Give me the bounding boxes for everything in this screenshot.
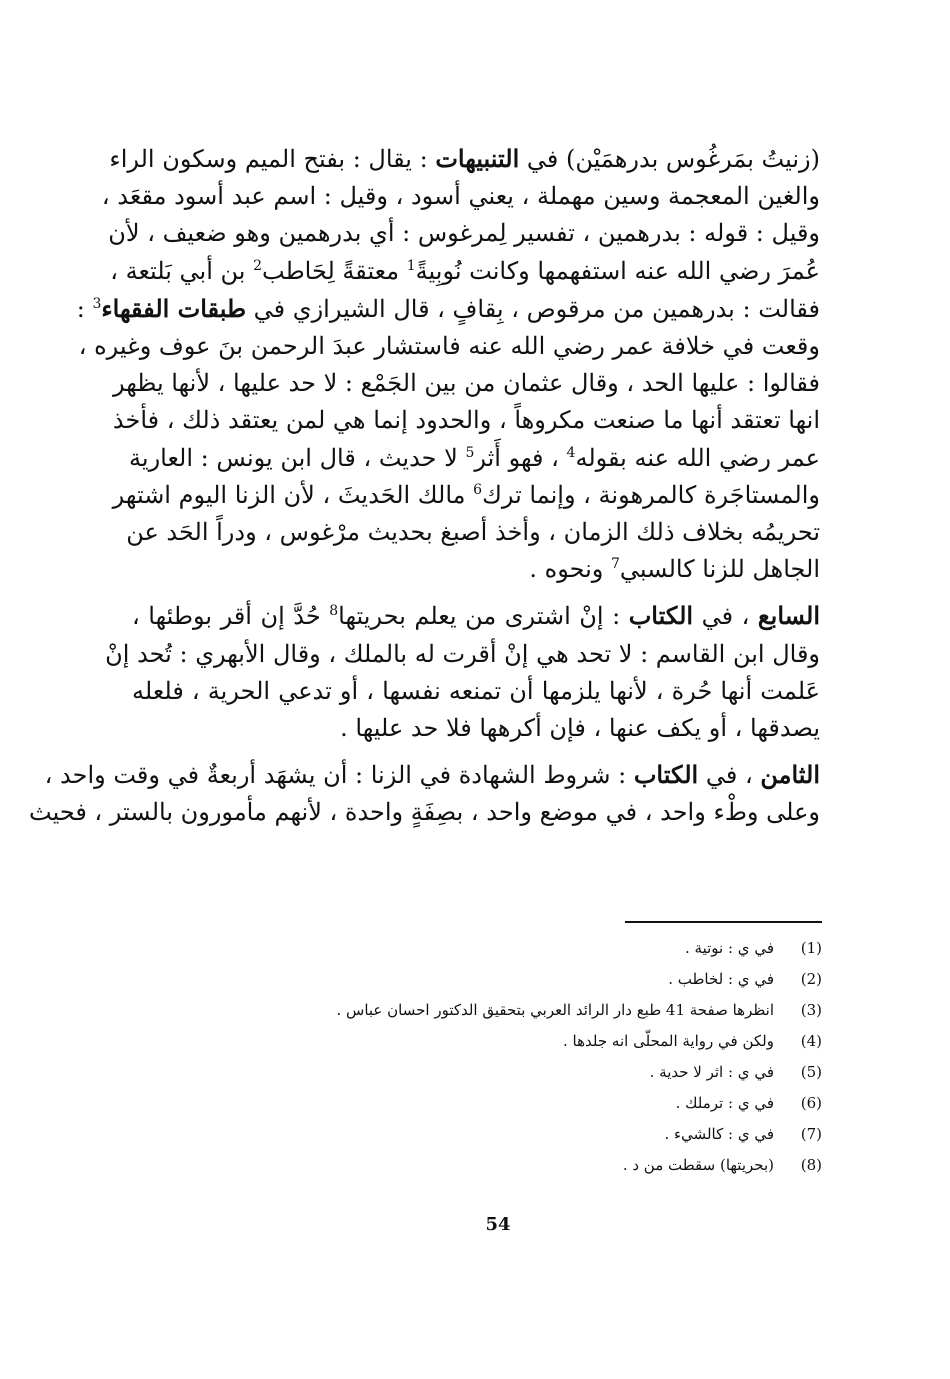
footnote-text: في ي : كالشيء . [664, 1125, 774, 1143]
footnote [222, 1057, 822, 1088]
footnote-ref: 5 [465, 444, 475, 461]
footnote-ref: 6 [473, 481, 483, 498]
page-number: 54 [485, 1214, 511, 1235]
text-line: عَلمت أنها حُرة ، لأنها يلزمها أن تمنعه نفسها ، أو تدعي الحرية ، فلعله [132, 676, 820, 705]
footnote-number: (4) [800, 1032, 822, 1050]
footnotes [222, 933, 822, 1181]
footnote [222, 933, 822, 964]
text-line: فقالوا : عليها الحد ، وقال عثمان من بين الجَمْع : لا حد عليها ، لأنها يظهر [112, 369, 820, 398]
text-line: يصدقها ، أو يكف عنها ، فإن أكرهها فلا حد عليها . [340, 714, 820, 743]
text-line: تحريمُه بخلاف ذلك الزمان ، وأخذ أصبغ بحديث مرْغوس ، ودراً الحَد عن [126, 518, 820, 547]
footnote-ref: 7 [611, 556, 620, 573]
text-line: عُمرَ رضي الله عنه استفهمها وكانت نُوبِيةً$^1$ معتقةً لِحَاطب$^2$ بن أبي بَلتعة ، [110, 256, 820, 285]
text-line: عمر رضي الله عنه بقوله$^4$ ، فهو أَثر$^5$ لا حديث ، قال ابن يونس : العارية [129, 443, 820, 472]
footnote [222, 995, 822, 1026]
footnote [222, 1088, 822, 1119]
text-line: والغين المعجمة وسين مهملة ، يعني أسود ، وقيل : اسم عبد أسود مقعَد ، [101, 182, 820, 211]
footnote [222, 1026, 822, 1057]
text-line: وعلى وطْء واحد ، في موضع واحد ، بصِفَةٍ واحدة ، لأنهم مأمورون بالستر ، فحيث [29, 798, 820, 827]
footnote-number: (1) [800, 939, 822, 957]
section-heading: الثامن [760, 760, 820, 790]
footnote-text: في ي : لخاطب . [668, 970, 774, 988]
footnote-number: (3) [800, 1001, 822, 1019]
paragraph-1 [76, 140, 820, 588]
book-title: الكتاب [628, 601, 694, 631]
footnote-number: (5) [800, 1063, 822, 1081]
book-title: طبقات الفقهاء [101, 293, 247, 323]
text-line: وقيل : قوله : بدرهمين ، تفسير لِمرغوس : أي بدرهمين وهو ضعيف ، لأن [108, 219, 820, 248]
footnote-text: انظرها صفحة 41 طبع دار الرائد العربي بتحقيق الدكتور احسان عباس . [336, 1001, 774, 1019]
footnote [222, 1150, 822, 1181]
footnote-text: ولكن في رواية المحلّى انه جلدها . [563, 1032, 774, 1050]
footnote [222, 1119, 822, 1150]
text-line: السابع ، في الكتاب : إنْ اشترى من يعلم بحريتها$^8$ حُدَّ إن أقر بوطئها ، [132, 601, 821, 631]
footnote-separator [625, 921, 822, 923]
text-line: وقعت في خلافة عمر رضي الله عنه فاستشار عبدَ الرحمن بنَ عوف وغيره ، [78, 332, 820, 361]
footnote-number: (6) [800, 1094, 822, 1112]
footnote-text: (بحريتها) سقطت من د . [622, 1156, 774, 1174]
footnote-text: في ي : ترملك . [675, 1094, 774, 1112]
footnote-ref: 8 [329, 603, 339, 620]
book-title: الكتاب [633, 760, 699, 790]
footnote-ref: 3 [92, 295, 102, 312]
footnote-ref: 1 [406, 257, 416, 274]
paragraph-3 [29, 756, 820, 831]
footnote [222, 964, 822, 995]
footnote-number: (2) [800, 970, 822, 988]
footnote-text: في ي : اثر لا حدية . [649, 1063, 774, 1081]
paragraph-2 [105, 597, 821, 747]
footnote-ref: 4 [566, 444, 576, 461]
text-line: فقالت : بدرهمين من مرقوص ، بِقافٍ ، قال الشيرازي في طبقات الفقهاء$^3$ : [76, 293, 820, 323]
footnote-number: (8) [800, 1156, 822, 1174]
text-line: انها تعتقد أنها ما صنعت مكروهاً ، والحدود إنما هي لمن يعتقد ذلك ، فأخذ [112, 406, 820, 435]
text-line: والمستاجَرة كالمرهونة ، وإنما ترك$^6$ مالك الحَديثَ ، لأن الزنا اليوم اشتهر [112, 480, 820, 509]
book-title: التنبيهات [435, 144, 520, 173]
footnote-text: في ي : نوتية . [685, 939, 774, 957]
text-line: الجاهل للزنا كالسبي$^7$ ونحوه . [529, 555, 820, 584]
text-line: الثامن ، في الكتاب : شروط الشهادة في الزنا : أن يشهَد أربعةٌ في وقت واحد ، [44, 760, 820, 790]
section-heading: السابع [757, 601, 821, 631]
footnote-number: (7) [800, 1125, 822, 1143]
text-line: وقال ابن القاسم : لا تحد هي إنْ أقرت له بالملك ، وقال الأبهري : تُحد إنْ [105, 639, 820, 668]
footnote-ref: 2 [253, 257, 263, 274]
main-text [29, 140, 821, 832]
text-line: (زنيتُ بمَرغُوس بدرهمَيْن) في التنبيهات : يقال : بفتح الميم وسكون الراء [109, 144, 820, 173]
